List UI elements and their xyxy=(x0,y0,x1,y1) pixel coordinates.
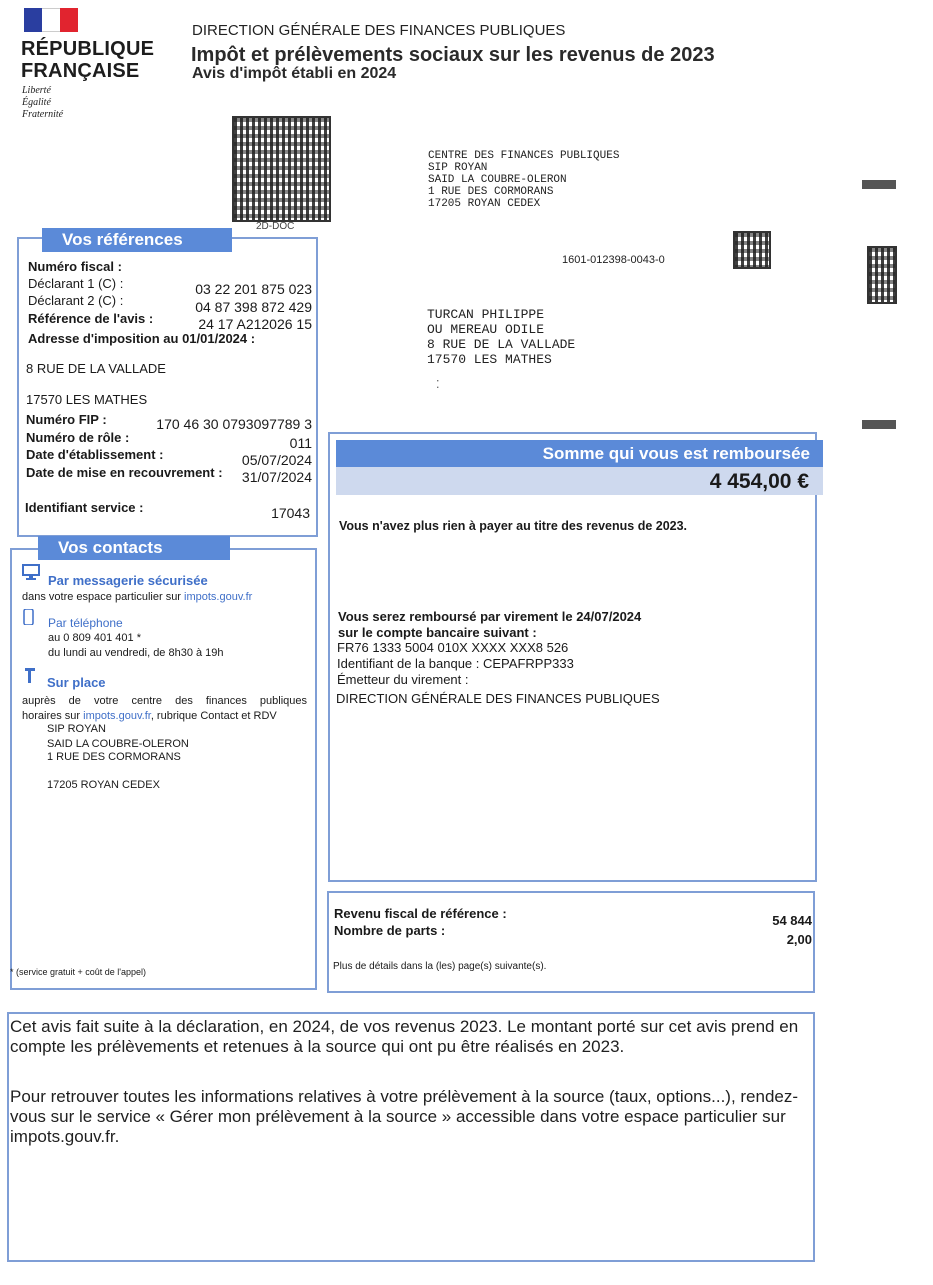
adresse-line2: 17570 LES MATHES xyxy=(26,392,148,407)
header-subtitle: Avis d'impôt établi en 2024 xyxy=(192,65,397,82)
addressee-mark: ⁚ xyxy=(436,379,440,391)
declarant1-value: 03 22 201 875 023 xyxy=(195,281,312,297)
contacts-box xyxy=(10,548,317,990)
etab-label: Date d'établissement : xyxy=(26,447,164,462)
refund-amount-bar xyxy=(336,467,823,495)
ref-avis-label: Référence de l'avis : xyxy=(28,311,154,326)
contacts-tab: Vos contacts xyxy=(38,536,230,560)
place-title: Sur place xyxy=(47,675,106,690)
service-value: 17043 xyxy=(271,505,310,521)
refund-title: Somme qui vous est remboursée xyxy=(542,444,810,463)
nothing-to-pay: Vous n'avez plus rien à payer au titre des revenus de 2023. xyxy=(339,519,688,533)
revenu-value: 54 844 xyxy=(772,913,812,928)
role-label: Numéro de rôle : xyxy=(26,430,130,445)
reference-code: 1601-012398-0043-0 xyxy=(562,254,665,266)
side-mark-top xyxy=(862,180,896,189)
notice-paragraph1: Cet avis fait suite à la déclaration, en 2024, de vos revenus 2023. Le montant porté sur cet avis prend en compte les prélèvements et retenues à la source qui ont pu être réalisés en 2023. xyxy=(10,1017,799,1056)
refund-header xyxy=(336,440,823,468)
logo-line1: RÉPUBLIQUE xyxy=(21,38,155,60)
iban: FR76 1333 5004 010X XXXX XXX8 526 xyxy=(337,640,569,655)
small-datamatrix-code xyxy=(733,231,771,269)
messagerie-title: Par messagerie sécurisée xyxy=(48,573,208,588)
motto-liberte: Liberté xyxy=(22,85,51,96)
service-label: Identifiant service : xyxy=(25,500,144,515)
flag-icon xyxy=(24,8,78,32)
details-note: Plus de détails dans la (les) page(s) suivante(s). xyxy=(333,961,547,972)
motto xyxy=(22,85,63,121)
place-addr4: 17205 ROYAN CEDEX xyxy=(47,779,160,791)
qr-label: 2D-DOC xyxy=(256,221,295,232)
messagerie-text-prefix: dans votre espace particulier sur xyxy=(22,591,185,603)
declarant2-label: Déclarant 2 (C) : xyxy=(28,293,124,308)
recouv-label: Date de mise en recouvrement : xyxy=(26,465,223,480)
phone-icon xyxy=(20,609,38,625)
logo-line2: FRANÇAISE xyxy=(21,60,140,82)
place-addr3: 1 RUE DES CORMORANS xyxy=(47,751,181,763)
place-addr2: SAID LA COUBRE-OLERON xyxy=(47,738,189,750)
building-icon xyxy=(21,667,39,683)
fip-value: 170 46 30 0793097789 3 xyxy=(156,416,312,432)
place-text2-suffix: , rubrique Contact et RDV xyxy=(150,710,277,722)
datamatrix-code xyxy=(232,116,331,222)
computer-icon xyxy=(22,564,40,580)
messagerie-text xyxy=(22,591,252,603)
etab-value: 05/07/2024 xyxy=(241,452,312,468)
adresse-line1: 8 RUE DE LA VALLADE xyxy=(26,361,166,376)
virement-line1: Vous serez remboursé par virement le 24/07/2024 xyxy=(338,609,642,624)
references-tab: Vos références xyxy=(42,228,232,252)
parts-value: 2,00 xyxy=(786,932,812,947)
declarant1-label: Déclarant 1 (C) : xyxy=(28,276,124,291)
parts-label: Nombre de parts : xyxy=(334,923,446,938)
emitter: DIRECTION GÉNÉRALE DES FINANCES PUBLIQUES xyxy=(336,691,660,706)
place-text2-prefix: horaires sur xyxy=(22,710,84,722)
fip-label: Numéro FIP : xyxy=(26,412,107,427)
header-title: Impôt et prélèvements sociaux sur les revenus de 2023 xyxy=(191,44,715,66)
place-text1: auprès de votre centre des finances publiques xyxy=(22,695,307,707)
recouv-value: 31/07/2024 xyxy=(241,469,312,485)
adresse-label: Adresse d'imposition au 01/01/2024 : xyxy=(28,331,256,346)
virement-line2: sur le compte bancaire suivant : xyxy=(338,625,537,640)
place-link[interactable]: impots.gouv.fr xyxy=(83,710,151,722)
declarant2-value: 04 87 398 872 429 xyxy=(195,299,312,315)
centre-address: CENTRE DES FINANCES PUBLIQUES SIP ROYAN SAID LA COUBRE-OLERON 1 RUE DES CORMORANS 17205 ROYAN CEDEX xyxy=(428,150,620,210)
place-text2 xyxy=(22,710,277,722)
tel-hours: du lundi au vendredi, de 8h30 à 19h xyxy=(48,647,224,659)
contacts-footnote: * (service gratuit + coût de l'appel) xyxy=(10,967,147,977)
revenu-label: Revenu fiscal de référence : xyxy=(334,906,507,921)
refund-amount: 4 454,00 € xyxy=(709,470,809,493)
motto-fraternite: Fraternité xyxy=(22,109,64,120)
bank-id: Identifiant de la banque : CEPAFRPP333 xyxy=(337,656,574,671)
role-value: 011 xyxy=(289,435,312,451)
tel-title: Par téléphone xyxy=(48,616,123,630)
tel-number[interactable]: au 0 809 401 401 * xyxy=(48,632,141,644)
addressee-address: TURCAN PHILIPPE OU MEREAU ODILE 8 RUE DE LA VALLADE 17570 LES MATHES xyxy=(427,307,576,367)
emitter-label: Émetteur du virement : xyxy=(337,672,469,687)
header-direction: DIRECTION GÉNÉRALE DES FINANCES PUBLIQUES xyxy=(192,22,566,39)
side-datamatrix-code xyxy=(867,246,897,304)
republic-logo xyxy=(21,38,154,82)
place-addr1: SIP ROYAN xyxy=(47,723,106,735)
numero-fiscal-label: Numéro fiscal : xyxy=(28,259,122,274)
notice-paragraph2: Pour retrouver toutes les informations relatives à votre prélèvement à la source (taux, options...), rendez-vous sur le service « Gérer mon prélèvement à la source » accessible dans votre espace particulier sur impots.gouv.fr. xyxy=(10,1087,799,1146)
ref-avis-value: 24 17 A212026 15 xyxy=(198,316,312,332)
motto-egalite: Égalité xyxy=(22,97,51,108)
messagerie-link[interactable]: impots.gouv.fr xyxy=(184,591,253,603)
side-mark-bottom xyxy=(862,420,896,429)
